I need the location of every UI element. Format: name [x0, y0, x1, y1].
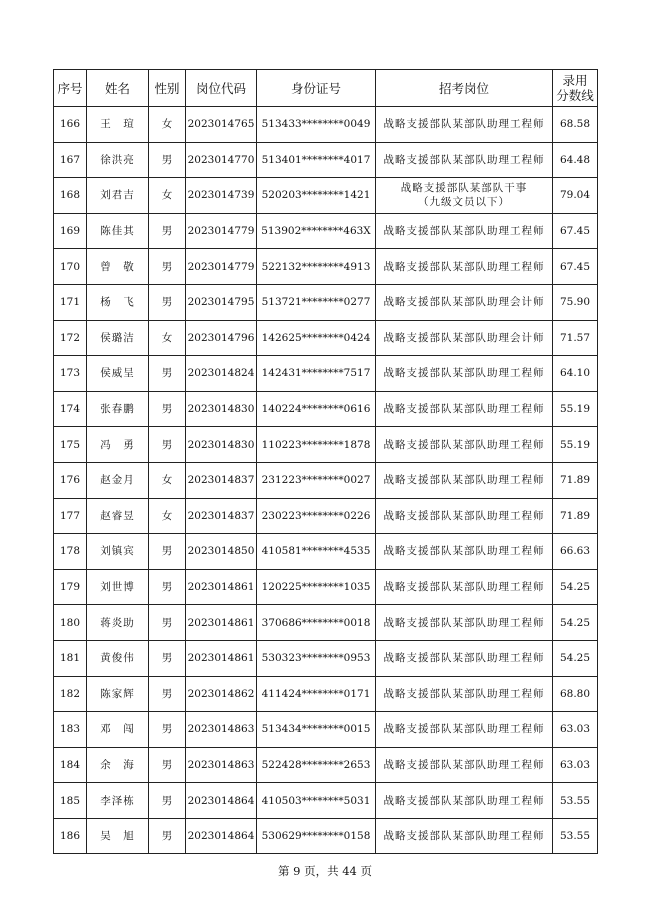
header-name: 姓名: [87, 70, 149, 107]
cell-position-line: 战略支援部队某部队干事: [400, 182, 528, 195]
cell-id-number: 513434********0015: [257, 712, 376, 748]
cell-id-number: 530629********0158: [257, 818, 376, 854]
cell-position: [376, 142, 553, 178]
cell-gender: 男: [149, 249, 186, 285]
cell-post-code: 2023014863: [186, 712, 257, 748]
cell-score: 67.45: [553, 249, 598, 285]
header-gender: 性别: [149, 70, 186, 107]
cell-position: [376, 213, 553, 249]
cell-id-number: 110223********1878: [257, 427, 376, 463]
cell-post-code: 2023014862: [186, 676, 257, 712]
cell-position-line: 战略支援部队某部队助理工程师: [383, 225, 545, 238]
cell-gender: 女: [149, 178, 186, 214]
cell-gender: 男: [149, 783, 186, 819]
cell-gender: 男: [149, 142, 186, 178]
cell-position-line: 战略支援部队某部队助理工程师: [383, 260, 545, 273]
cell-no: 175: [54, 427, 87, 463]
cell-position-line: 战略支援部队某部队助理工程师: [383, 118, 545, 131]
header-score-line2: 分数线: [556, 88, 594, 103]
header-id-number: 身份证号: [257, 70, 376, 107]
cell-name: 曾 敬: [87, 249, 149, 285]
cell-post-code: 2023014779: [186, 213, 257, 249]
cell-post-code: 2023014830: [186, 427, 257, 463]
cell-post-code: 2023014861: [186, 640, 257, 676]
table-row: [54, 284, 598, 320]
header-score-line1: 录用: [562, 73, 588, 88]
cell-no: 179: [54, 569, 87, 605]
cell-id-number: 231223********0027: [257, 462, 376, 498]
cell-no: 167: [54, 142, 87, 178]
cell-position: [376, 356, 553, 392]
cell-gender: 男: [149, 391, 186, 427]
cell-score: 63.03: [553, 712, 598, 748]
cell-no: 182: [54, 676, 87, 712]
header-score: [553, 70, 598, 107]
cell-position: [376, 498, 553, 534]
cell-gender: 女: [149, 462, 186, 498]
cell-post-code: 2023014779: [186, 249, 257, 285]
cell-no: 181: [54, 640, 87, 676]
cell-name: 陈家辉: [87, 676, 149, 712]
cell-no: 184: [54, 747, 87, 783]
cell-score: 64.10: [553, 356, 598, 392]
cell-position: [376, 320, 553, 356]
cell-score: 75.90: [553, 284, 598, 320]
table-row: [54, 712, 598, 748]
table-row: [54, 747, 598, 783]
cell-position: [376, 783, 553, 819]
cell-position: [376, 462, 553, 498]
table-row: [54, 605, 598, 641]
cell-score: 53.55: [553, 783, 598, 819]
cell-position-line: 战略支援部队某部队助理工程师: [383, 830, 545, 843]
cell-no: 177: [54, 498, 87, 534]
cell-gender: 男: [149, 534, 186, 570]
results-table: [53, 69, 598, 854]
cell-id-number: 142431********7517: [257, 356, 376, 392]
cell-name: 侯威呈: [87, 356, 149, 392]
cell-gender: 男: [149, 818, 186, 854]
cell-gender: 男: [149, 747, 186, 783]
cell-position-line: 战略支援部队某部队助理工程师: [383, 545, 545, 558]
cell-post-code: 2023014850: [186, 534, 257, 570]
cell-gender: 男: [149, 712, 186, 748]
cell-no: 171: [54, 284, 87, 320]
cell-post-code: 2023014837: [186, 462, 257, 498]
cell-name: 刘世博: [87, 569, 149, 605]
table-row: [54, 498, 598, 534]
cell-position-line: 战略支援部队某部队助理工程师: [383, 403, 545, 416]
cell-position-line: 战略支援部队某部队助理工程师: [383, 438, 545, 451]
cell-id-number: 520203********1421: [257, 178, 376, 214]
cell-position: [376, 605, 553, 641]
cell-name: 陈佳其: [87, 213, 149, 249]
cell-score: 54.25: [553, 569, 598, 605]
cell-gender: 男: [149, 356, 186, 392]
cell-position-line: 战略支援部队某部队助理会计师: [383, 296, 545, 309]
cell-name: 刘镇宾: [87, 534, 149, 570]
cell-no: 178: [54, 534, 87, 570]
header-position: 招考岗位: [376, 70, 553, 107]
cell-score: 54.25: [553, 640, 598, 676]
cell-position-line: 战略支援部队某部队助理工程师: [383, 153, 545, 166]
cell-score: 71.89: [553, 462, 598, 498]
cell-name: 吴 旭: [87, 818, 149, 854]
cell-no: 180: [54, 605, 87, 641]
cell-score: 55.19: [553, 427, 598, 463]
cell-name: 蒋炎助: [87, 605, 149, 641]
cell-score: 54.25: [553, 605, 598, 641]
table-row: [54, 640, 598, 676]
cell-name: 徐洪亮: [87, 142, 149, 178]
table-row: [54, 427, 598, 463]
table-row: [54, 142, 598, 178]
cell-gender: 男: [149, 605, 186, 641]
cell-name: 杨 飞: [87, 284, 149, 320]
cell-id-number: 530323********0953: [257, 640, 376, 676]
cell-post-code: 2023014861: [186, 605, 257, 641]
cell-no: 170: [54, 249, 87, 285]
table-row: [54, 178, 598, 214]
cell-score: 55.19: [553, 391, 598, 427]
cell-gender: 男: [149, 427, 186, 463]
cell-id-number: 410503********5031: [257, 783, 376, 819]
cell-score: 63.03: [553, 747, 598, 783]
cell-score: 68.58: [553, 107, 598, 143]
cell-no: 186: [54, 818, 87, 854]
cell-name: 黄俊伟: [87, 640, 149, 676]
cell-position: [376, 640, 553, 676]
cell-position: [376, 569, 553, 605]
cell-id-number: 513401********4017: [257, 142, 376, 178]
cell-gender: 女: [149, 498, 186, 534]
table-row: [54, 249, 598, 285]
cell-position: [376, 391, 553, 427]
cell-post-code: 2023014795: [186, 284, 257, 320]
cell-position-line: 战略支援部队某部队助理工程师: [383, 794, 545, 807]
cell-position-line: 战略支援部队某部队助理工程师: [383, 509, 545, 522]
cell-position: [376, 712, 553, 748]
header-row: [54, 70, 598, 107]
cell-id-number: 522428********2653: [257, 747, 376, 783]
cell-id-number: 411424********0171: [257, 676, 376, 712]
cell-position: [376, 284, 553, 320]
cell-post-code: 2023014830: [186, 391, 257, 427]
cell-post-code: 2023014796: [186, 320, 257, 356]
cell-position: [376, 249, 553, 285]
cell-position: [376, 818, 553, 854]
cell-score: 79.04: [553, 178, 598, 214]
cell-name: 王 瑄: [87, 107, 149, 143]
cell-post-code: 2023014861: [186, 569, 257, 605]
cell-no: 183: [54, 712, 87, 748]
cell-position-line: 战略支援部队某部队助理工程师: [383, 723, 545, 736]
cell-no: 172: [54, 320, 87, 356]
table-row: [54, 534, 598, 570]
cell-name: 赵睿昱: [87, 498, 149, 534]
cell-id-number: 522132********4913: [257, 249, 376, 285]
cell-name: 邓 闯: [87, 712, 149, 748]
cell-name: 侯璐洁: [87, 320, 149, 356]
cell-position: [376, 747, 553, 783]
cell-no: 169: [54, 213, 87, 249]
cell-post-code: 2023014739: [186, 178, 257, 214]
cell-score: 64.48: [553, 142, 598, 178]
table-body: [54, 107, 598, 854]
cell-name: 余 海: [87, 747, 149, 783]
cell-no: 185: [54, 783, 87, 819]
cell-post-code: 2023014863: [186, 747, 257, 783]
cell-gender: 男: [149, 676, 186, 712]
table-row: [54, 818, 598, 854]
cell-name: 冯 勇: [87, 427, 149, 463]
cell-no: 174: [54, 391, 87, 427]
cell-position-line: 战略支援部队某部队助理会计师: [383, 331, 545, 344]
cell-score: 53.55: [553, 818, 598, 854]
table-row: [54, 107, 598, 143]
header-no: 序号: [54, 70, 87, 107]
cell-name: 李泽栋: [87, 783, 149, 819]
table-row: [54, 783, 598, 819]
cell-position-line: 战略支援部队某部队助理工程师: [383, 474, 545, 487]
cell-id-number: 410581********4535: [257, 534, 376, 570]
cell-position-line: 战略支援部队某部队助理工程师: [383, 367, 545, 380]
cell-gender: 男: [149, 640, 186, 676]
header-post-code: 岗位代码: [186, 70, 257, 107]
cell-post-code: 2023014765: [186, 107, 257, 143]
cell-position: [376, 178, 553, 214]
cell-gender: 女: [149, 107, 186, 143]
cell-name: 赵金月: [87, 462, 149, 498]
cell-post-code: 2023014837: [186, 498, 257, 534]
table-row: [54, 462, 598, 498]
cell-id-number: 230223********0226: [257, 498, 376, 534]
table-row: [54, 391, 598, 427]
cell-no: 168: [54, 178, 87, 214]
table-row: [54, 213, 598, 249]
cell-post-code: 2023014864: [186, 818, 257, 854]
cell-post-code: 2023014864: [186, 783, 257, 819]
cell-score: 67.45: [553, 213, 598, 249]
cell-id-number: 120225********1035: [257, 569, 376, 605]
page-footer: 第 9 页，共 44 页: [277, 864, 373, 878]
table-row: [54, 676, 598, 712]
cell-no: 173: [54, 356, 87, 392]
cell-id-number: 513721********0277: [257, 284, 376, 320]
table-row: [54, 569, 598, 605]
cell-id-number: 142625********0424: [257, 320, 376, 356]
cell-gender: 女: [149, 320, 186, 356]
cell-position-line: 战略支援部队某部队助理工程师: [383, 687, 545, 700]
cell-id-number: 513902********463X: [257, 213, 376, 249]
cell-position: [376, 534, 553, 570]
cell-score: 71.57: [553, 320, 598, 356]
cell-position: [376, 427, 553, 463]
cell-position: [376, 676, 553, 712]
cell-gender: 男: [149, 213, 186, 249]
cell-position-line: （九级文员以下）: [418, 196, 510, 209]
table-row: [54, 356, 598, 392]
cell-position-line: 战略支援部队某部队助理工程师: [383, 581, 545, 594]
cell-id-number: 140224********0616: [257, 391, 376, 427]
cell-post-code: 2023014770: [186, 142, 257, 178]
table-row: [54, 320, 598, 356]
cell-no: 166: [54, 107, 87, 143]
cell-no: 176: [54, 462, 87, 498]
cell-gender: 男: [149, 569, 186, 605]
cell-name: 张春鹏: [87, 391, 149, 427]
cell-score: 66.63: [553, 534, 598, 570]
cell-score: 71.89: [553, 498, 598, 534]
cell-position-line: 战略支援部队某部队助理工程师: [383, 616, 545, 629]
cell-name: 刘君吉: [87, 178, 149, 214]
cell-id-number: 370686********0018: [257, 605, 376, 641]
cell-gender: 男: [149, 284, 186, 320]
cell-position-line: 战略支援部队某部队助理工程师: [383, 758, 545, 771]
cell-position-line: 战略支援部队某部队助理工程师: [383, 652, 545, 665]
cell-position: [376, 107, 553, 143]
cell-score: 68.80: [553, 676, 598, 712]
cell-id-number: 513433********0049: [257, 107, 376, 143]
cell-post-code: 2023014824: [186, 356, 257, 392]
